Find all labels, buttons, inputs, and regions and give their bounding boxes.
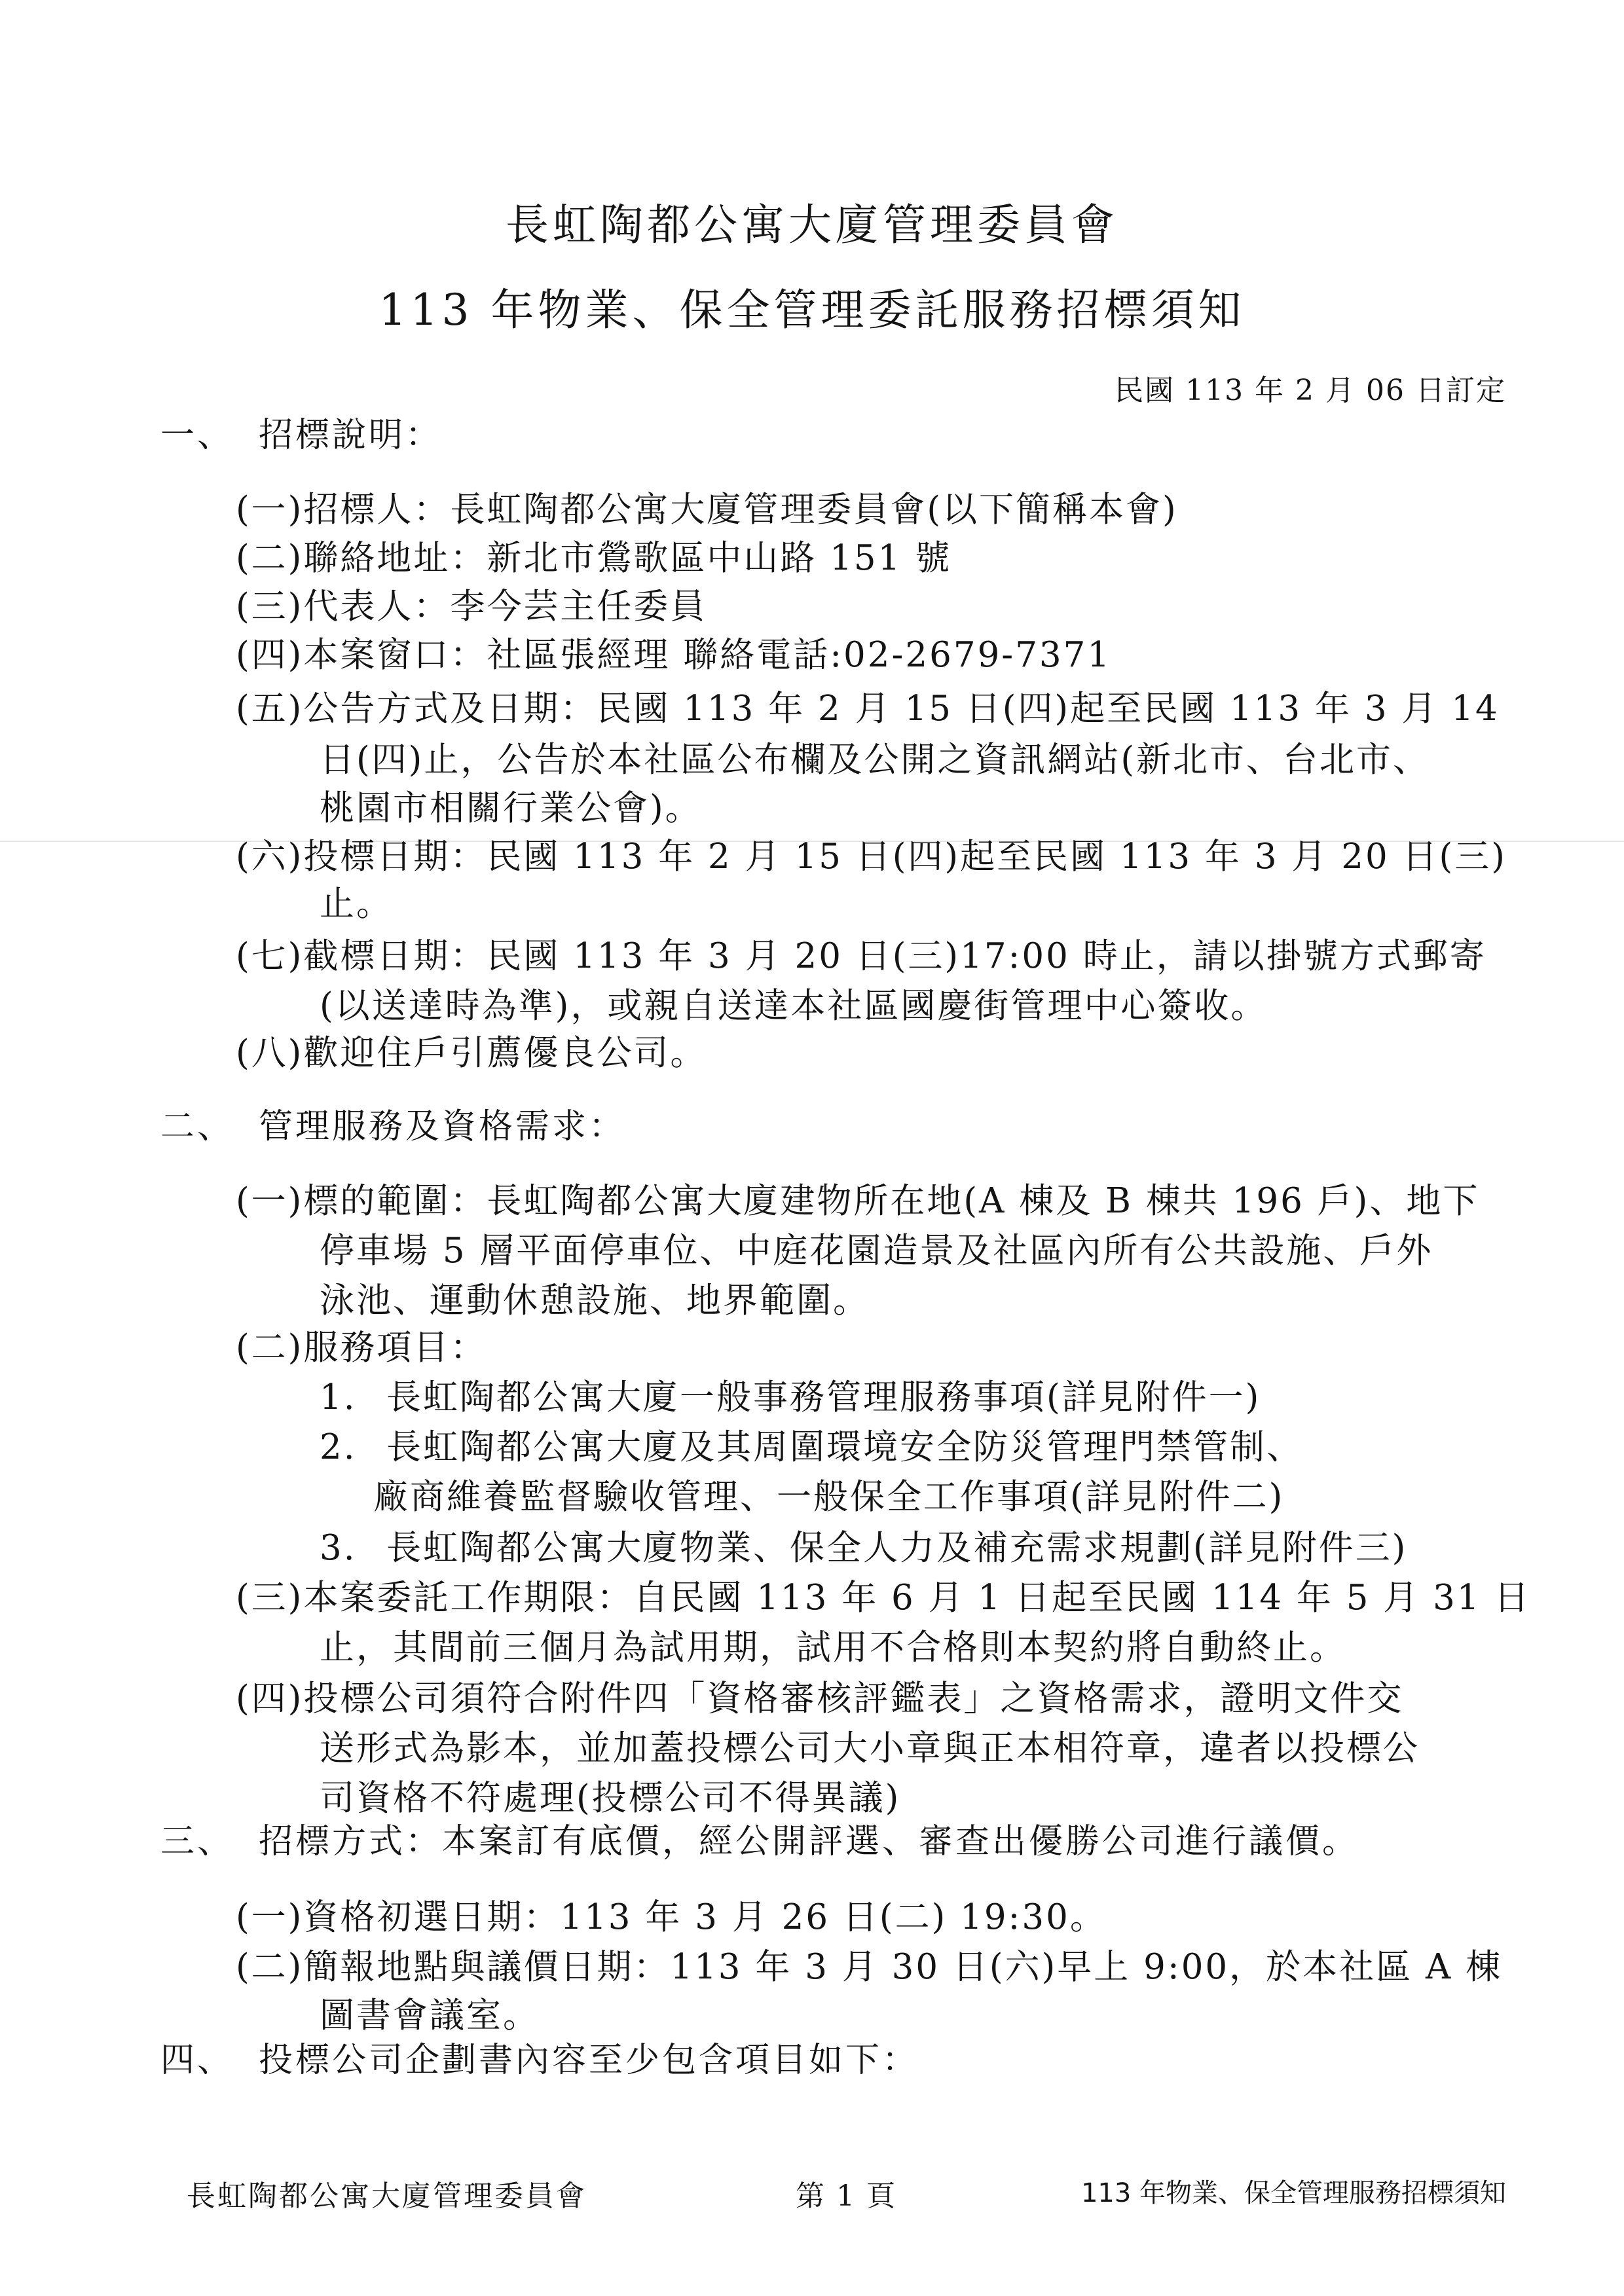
item-text: 長虹陶都公寓大廈及其周圍環境安全防災管理門禁管制、 [386,1427,1303,1467]
clause-line: (四)投標公司須符合附件四「資格審核評鑑表」之資格需求，證明文件交 [236,1679,1404,1719]
section-heading-1 [160,407,442,456]
item-text: 長虹陶都公寓大廈一般事務管理服務事項(詳見附件一) [386,1377,1261,1417]
clause-line: (一)招標人：長虹陶都公寓大廈管理委員會(以下簡稱本會) [236,490,1178,530]
issue-date: 民國 113 年 2 月 06 日訂定 [1115,374,1506,407]
clause-line: (一)資格初選日期：113 年 3 月 26 日(二) 19:30。 [236,1897,1107,1937]
clause-continuation: 桃園市相關行業公會)。 [320,788,702,828]
clause-line: (八)歡迎住戶引薦優良公司。 [236,1033,707,1073]
clause-line: (三)代表人：李今芸主任委員 [236,587,707,627]
section-title: 投標公司企劃書內容至少包含項目如下： [259,2041,919,2080]
clause-line: (四)本案窗口：社區張經理 聯絡電話:02-2679-7371 [236,635,1112,675]
clause-continuation: 泳池、運動休憩設施、地界範圍。 [320,1281,870,1321]
clause-continuation: (以送達時為準)，或親自送達本社區國慶街管理中心簽收。 [320,986,1268,1026]
section-heading-2 [160,1099,625,1148]
service-item-continuation: 廠商維養監督驗收管理、一般保全工作事項(詳見附件二) [373,1477,1285,1517]
clause-continuation: 日(四)止，公告於本社區公布欄及公開之資訊網站(新北市、台北市、 [320,740,1430,780]
document-subtitle: 113 年物業、保全管理委託服務招標須知 [378,285,1246,335]
section-number: 二、 [160,1107,234,1146]
section-heading-3 [160,1813,1359,1863]
service-item [320,1370,1261,1419]
clause-line: (二)簡報地點與議價日期：113 年 3 月 30 日(六)早上 9:00，於本社區 A 棟 [236,1947,1503,1987]
service-item [320,1520,1407,1570]
section-title: 管理服務及資格需求： [259,1107,626,1146]
section-title: 招標說明： [259,416,443,455]
clause-continuation: 司資格不符處理(投標公司不得異議) [320,1778,901,1818]
item-number: 1. [320,1377,357,1417]
item-number: 3. [320,1528,357,1568]
clause-line: (五)公告方式及日期：民國 113 年 2 月 15 日(四)起至民國 113 年 3 月 14 [236,689,1500,729]
clause-continuation: 止。 [320,884,393,924]
section-heading-4 [160,2032,919,2081]
clause-line: (三)本案委託工作期限：自民國 113 年 6 月 1 日起至民國 114 年 5 月 31 日 [236,1578,1531,1618]
clause-continuation: 止，其間前三個月為試用期，試用不合格則本契約將自動終止。 [320,1628,1346,1667]
clause-continuation: 圖書會議室。 [320,1995,540,2035]
item-number: 2. [320,1427,357,1467]
section-number: 一、 [160,416,234,455]
clause-continuation: 送形式為影本，並加蓋投標公司大小章與正本相符章，違者以投標公 [320,1728,1420,1768]
footer-page-number: 第 1 頁 [796,2179,896,2213]
document-title: 長虹陶都公寓大廈管理委員會 [506,200,1118,250]
section-number: 四、 [160,2041,234,2080]
clause-line: (六)投標日期：民國 113 年 2 月 15 日(四)起至民國 113 年 3 月 20 日(三) [236,837,1507,877]
section-title: 招標方式：本案訂有底價，經公開評選、審查出優勝公司進行議價。 [259,1822,1359,1861]
clause-continuation: 停車場 5 層平面停車位、中庭花園造景及社區內所有公共設施、戶外 [320,1231,1433,1271]
clause-line: (二)服務項目： [236,1328,487,1368]
clause-line: (一)標的範圍：長虹陶都公寓大廈建物所在地(A 棟及 B 棟共 196 戶)、地下 [236,1181,1480,1221]
footer-document-title: 113 年物業、保全管理服務招標須知 [1080,2178,1506,2208]
item-text: 長虹陶都公寓大廈物業、保全人力及補充需求規劃(詳見附件三) [386,1528,1408,1568]
service-item [320,1419,1303,1469]
clause-line: (二)聯絡地址：新北市鶯歌區中山路 151 號 [236,538,952,578]
section-number: 三、 [160,1822,234,1861]
footer-organization: 長虹陶都公寓大廈管理委員會 [187,2179,587,2213]
clause-line: (七)截標日期：民國 113 年 3 月 20 日(三)17:00 時止，請以掛號方式郵寄 [236,936,1486,976]
